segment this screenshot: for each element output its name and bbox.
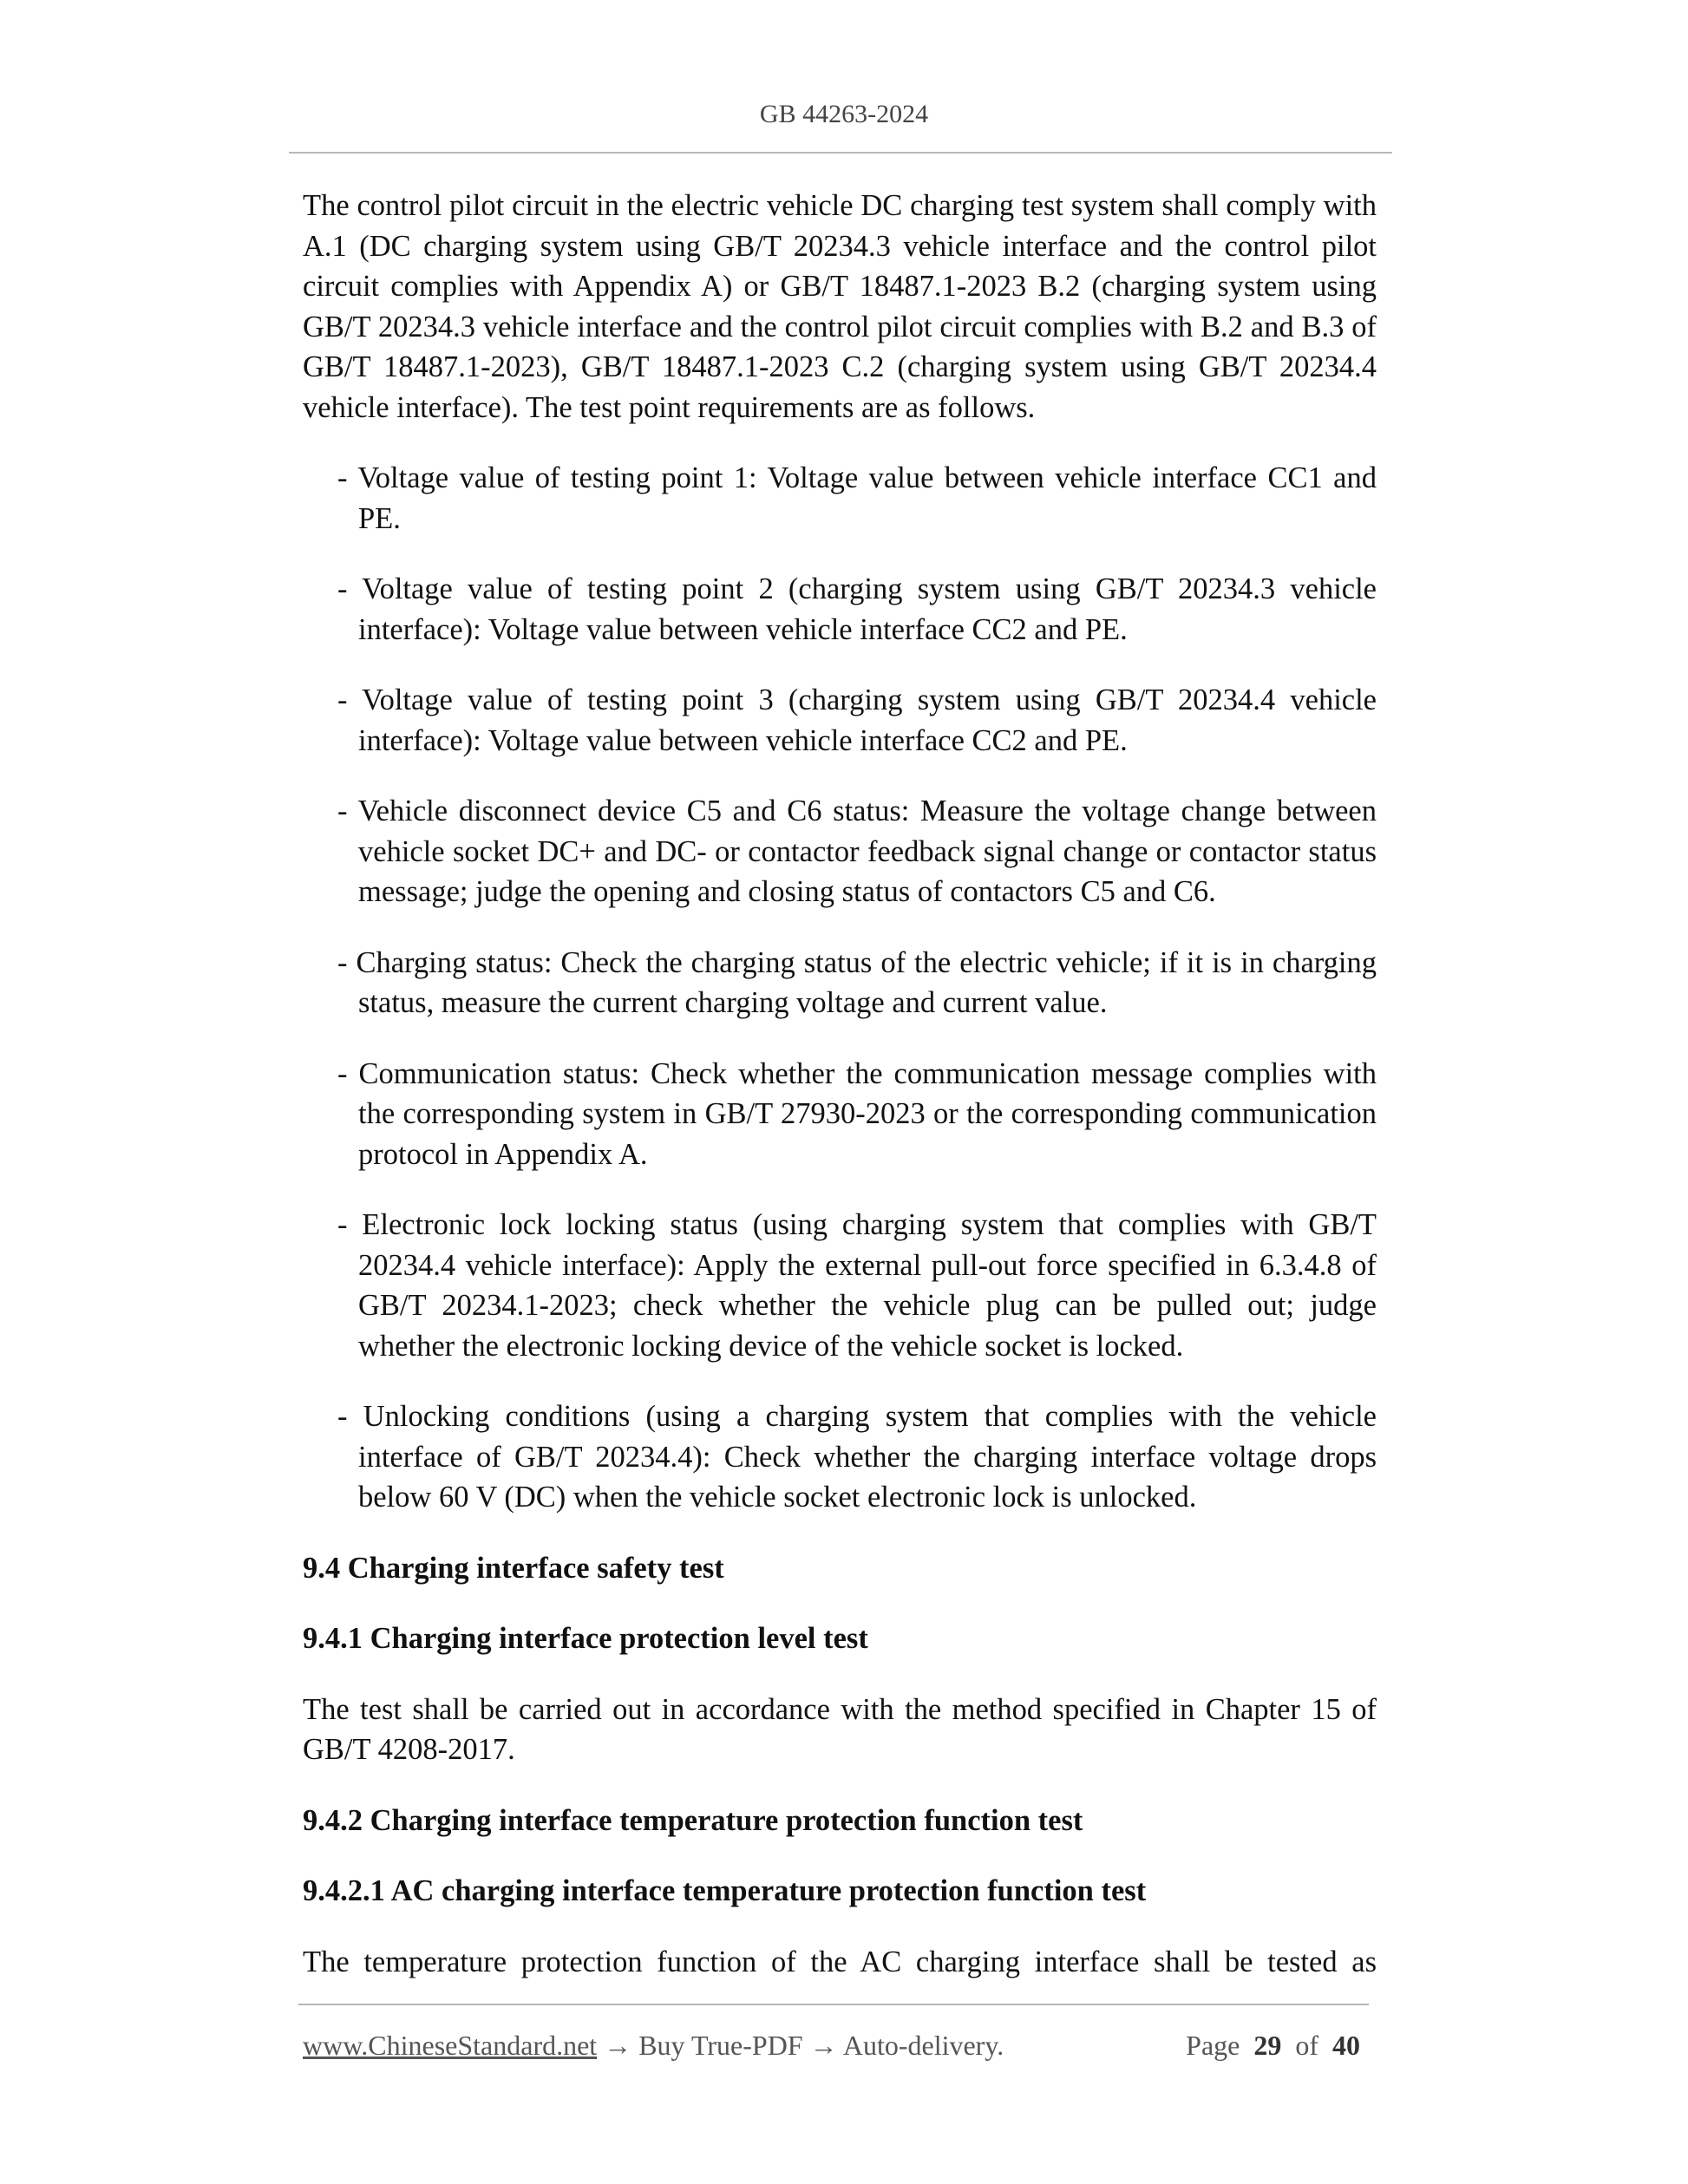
list-item: - Unlocking conditions (using a charging system that complies with the vehicle interface of GB/T 20234.4): Check whether the charging interface voltage drops below 60 V (DC) when the vehicle socket electronic lock is unlocked. xyxy=(337,1400,1377,1514)
site-link[interactable]: www.ChineseStandard.net xyxy=(303,2030,598,2061)
footer-promo-text: → Buy True-PDF → Auto-delivery. xyxy=(597,2030,1004,2061)
section-heading-9-4-1: 9.4.1 Charging interface protection level test xyxy=(303,1622,868,1655)
footer-promo xyxy=(303,2026,1004,2064)
total-page-count: 40 xyxy=(1332,2030,1360,2061)
header-divider xyxy=(289,152,1392,154)
current-page-number: 29 xyxy=(1253,2030,1282,2061)
document-code-header: GB 44263-2024 xyxy=(759,100,929,128)
footer-divider xyxy=(298,2004,1369,2005)
section-heading-9-4-2: 9.4.2 Charging interface temperature protection function test xyxy=(303,1803,1083,1837)
paragraph-9-4-1: The test shall be carried out in accordance with the method specified in Chapter 15 of GB/T 4208-2017. xyxy=(303,1692,1377,1766)
page-indicator xyxy=(1186,2026,1360,2064)
list-item: - Vehicle disconnect device C5 and C6 status: Measure the voltage change between vehicle socket DC+ and DC- or contactor feedback signal change or contactor status message; judge the opening and closing status of contactors C5 and C6. xyxy=(337,794,1377,908)
paragraph-9-4-2-1: The temperature protection function of the AC charging interface shall be tested as xyxy=(303,1945,1377,1978)
section-heading-9-4-2-1: 9.4.2.1 AC charging interface temperature protection function test xyxy=(303,1874,1147,1907)
list-item: - Electronic lock locking status (using charging system that complies with GB/T 20234.4 vehicle interface): Apply the external pull-out force specified in 6.3.4.8 of GB/T 20234.1-2023; check whether the vehicle plug can be pulled out; judge whether the electronic locking device of the vehicle socket is locked. xyxy=(337,1208,1377,1363)
page-footer xyxy=(303,2026,1369,2064)
test-point-list xyxy=(303,458,1377,1518)
list-item: - Charging status: Check the charging status of the electric vehicle; if it is in charging status, measure the current charging voltage and current value. xyxy=(337,945,1377,1019)
intro-paragraph: The control pilot circuit in the electric vehicle DC charging test system shall comply with A.1 (DC charging system using GB/T 20234.3 vehicle interface and the control pilot circuit complies with Appendix A) or GB/T 18487.1-2023 B.2 (charging system using GB/T 20234.3 vehicle interface and the control pilot circuit complies with B.2 and B.3 of GB/T 18487.1-2023), GB/T 18487.1-2023 C.2 (charging system using GB/T 20234.4 vehicle interface). The test point requirements are as follows. xyxy=(303,189,1377,424)
list-item: - Voltage value of testing point 1: Voltage value between vehicle interface CC1 and PE. xyxy=(337,461,1377,535)
page-content xyxy=(303,186,1377,1982)
list-item: - Voltage value of testing point 2 (charging system using GB/T 20234.3 vehicle interface): Voltage value between vehicle interface CC2 and PE. xyxy=(337,572,1377,646)
of-label: of xyxy=(1295,2030,1318,2061)
list-item: - Communication status: Check whether the communication message complies with the corresponding system in GB/T 27930-2023 or the corresponding communication protocol in Appendix A. xyxy=(337,1056,1377,1171)
page-label: Page xyxy=(1186,2030,1240,2061)
list-item: - Voltage value of testing point 3 (charging system using GB/T 20234.4 vehicle interface): Voltage value between vehicle interface CC2 and PE. xyxy=(337,683,1377,757)
section-heading-9-4: 9.4 Charging interface safety test xyxy=(303,1551,724,1585)
